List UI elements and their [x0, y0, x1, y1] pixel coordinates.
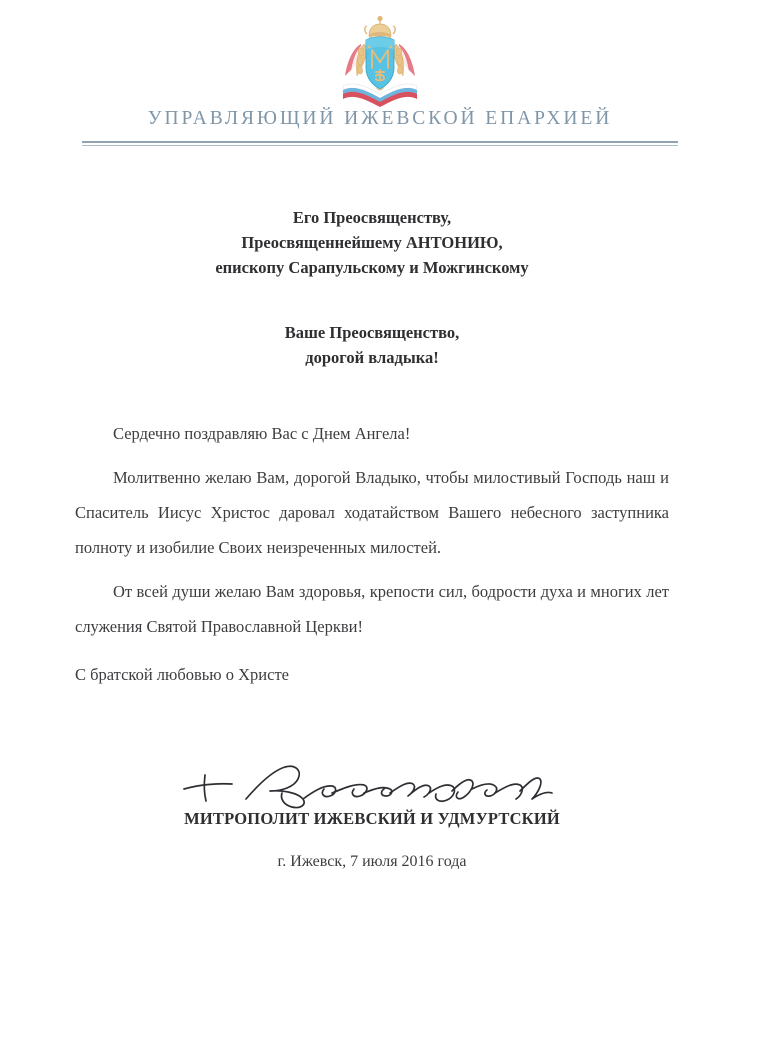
body-paragraph-3: От всей души желаю Вам здоровья, крепости сил, бодрости духа и многих лет служения Святой Православной Церкви!	[75, 582, 669, 636]
letter-body	[75, 416, 669, 644]
letterhead-title: УПРАВЛЯЮЩИЙ ИЖЕВСКОЙ ЕПАРХИЕЙ	[147, 108, 613, 129]
body-paragraph-1: Сердечно поздравляю Вас с Днем Ангела!	[113, 424, 411, 443]
signatory-title: МИТРОПОЛИТ ИЖЕВСКИЙ И УДМУРТСКИЙ	[184, 809, 560, 828]
letterhead-divider	[82, 141, 678, 146]
body-paragraph-2: Молитвенно желаю Вам, дорогой Владыко, чтобы милостивый Господь наш и Спаситель Иисус Христос даровал ходатайством Вашего небесного заступника полноту и изобилие Своих неизреченных милостей.	[75, 468, 669, 557]
coat-of-arms-emblem	[331, 14, 429, 110]
closing-line: С братской любовью о Христе	[75, 665, 289, 684]
addressee-block	[75, 205, 669, 280]
dateline: г. Ижевск, 7 июля 2016 года	[277, 853, 467, 870]
divider-line-thin	[82, 145, 678, 146]
salutation-line-1: Ваше Преосвященство,	[284, 323, 460, 342]
handwritten-signature	[75, 755, 669, 813]
addressee-line-1: Его Преосвященству,	[292, 208, 452, 227]
addressee-line-2: Преосвященнейшему АНТОНИЮ,	[241, 233, 503, 252]
salutation-line-2: дорогой владыка!	[305, 348, 439, 367]
salutation-block	[75, 320, 669, 370]
signature-block	[75, 755, 669, 829]
letterhead	[0, 0, 760, 160]
addressee-line-3: епископу Сарапульскому и Можгинскому	[215, 258, 529, 277]
